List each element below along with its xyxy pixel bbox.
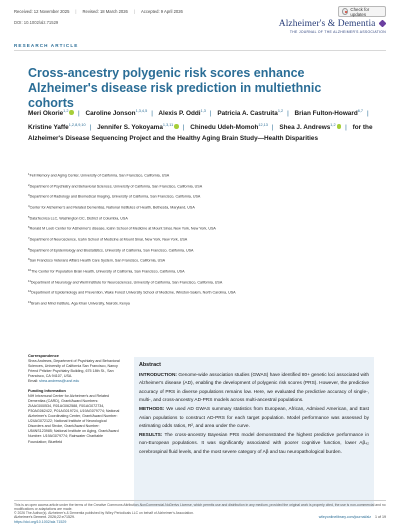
- funding-text: NIH Intramural Center for Alzheimer's and Related Dementias (CARD), Grant/Award Numbers: ZIAAG000534, R01AG062588, R01AG072734, P30AG062422, P01AG019724, U19AG079774; National Alzheimer's Coordinating Center, Grant/Award Number: U24AG072122; National Institute of Neurological Disorders and Stroke, Grant/Award Number: U54NS123985; National Institute on Aging, Grant/Award Number: U19AG079774; Rainwater Charitable Foundation; Bluefield: [28, 393, 120, 444]
- journal-name: Alzheimer's & Dementia: [279, 19, 386, 29]
- author[interactable]: Caroline Jonson$^{1,3,4,5}$: [85, 109, 148, 117]
- author[interactable]: Brian Fulton-Howard$^{6,7}$: [294, 109, 364, 117]
- correspondence-text: Shea Andrews, Department of Psychiatry and Behavioral Sciences, University of California San Francisco, Nancy Friend Pritzker Psychiatry Building, 675 18th St., San Francisco, CA 94107, USA.: [28, 358, 120, 378]
- correspondence-heading: Correspondence: [28, 353, 59, 358]
- journal-site-link[interactable]: wileyonlinelibrary.com/journal/alz: [318, 515, 371, 519]
- consortium-author: for the Alzheimer's Disease Sequencing Project and the Healthy Aging Brain Study—Health Disparities: [28, 123, 373, 142]
- affiliation-item: $^{13}$Brain and Mind Institute, Aga Khan University, Nairobi, Kenya: [28, 299, 130, 306]
- alzheimers-association-icon: [379, 20, 386, 27]
- abstract-methods: METHODS: We used AD GWAS summary statistics from European, African, Admixed American, and East Asian populations to construct AD-PRS for each target population. Model performance was assessed by estimating odds ratios, R², and area under the curve.: [139, 406, 369, 430]
- header-bar: [14, 6, 386, 18]
- affiliation-item: $^6$Ronald M Loeb Center for Alzheimer's disease, Icahn School of Medicine at Mount Sinai, New York, New York, USA: [28, 225, 216, 231]
- page-info: [319, 515, 386, 520]
- author[interactable]: Kristine Yaffe$^{1,2,8,9,10}$: [28, 122, 86, 131]
- copyright-text: © 2026 The Author(s). Alzheimer's & Dementia published by Wiley Periodicals LLC on behalf of Alzheimer's Association.: [14, 511, 194, 516]
- check-for-updates-label: Check for updates: [350, 6, 370, 17]
- author[interactable]: Shea J. Andrews$^{1,2}$: [279, 124, 341, 131]
- correspondence-block: [28, 353, 120, 384]
- affiliation-item: $^{12}$Department of Epidemiology and Prevention, Wake Forest University School of Medicine, Winston-Salem, North Carolina, USA: [28, 289, 236, 295]
- author[interactable]: Meri Okorie$^{1,2}$: [28, 110, 74, 117]
- divider: [14, 500, 386, 501]
- affiliation-item: $^8$Department of Epidemiology and Biostatistics, University of California, San Francisco, California, USA: [28, 246, 194, 253]
- affiliation-item: $^7$Department of Neuroscience, Icahn School of Medicine at Mount Sinai, New York, New York, USA: [28, 235, 188, 242]
- affiliation-item: $^5$DataTecnica LLC, Washington DC, District of Columbia, USA: [28, 214, 128, 221]
- affiliation-item: $^{10}$The Center for Population Brain Health, University of California, San Francisco, California, USA: [28, 267, 185, 274]
- date-separator: |: [133, 9, 135, 14]
- orcid-icon[interactable]: [174, 124, 179, 129]
- check-for-updates-button[interactable]: [338, 6, 386, 17]
- sidebar-notes: [28, 353, 120, 449]
- abstract-introduction: INTRODUCTION: Genome-wide association studies (GWAS) have identified 80+ genetic loci associated with Alzheimer's disease (AD), enabling the development of polygenic risk scores (PRS). However, the predictive accuracy of PRS in diverse populations remains low. Here, we evaluated the predictive accuracy of single-, multi-, and cross-ancestry AD-PRS models across multi-ancestral populations.: [139, 372, 369, 404]
- affiliation-item: $^9$San Francisco Veterans Affairs Health Care System, San Francisco, California, USA: [28, 257, 166, 263]
- abstract-box: [134, 357, 374, 507]
- citation-doi-link[interactable]: https://doi.org/10.1002/alz.71529: [14, 519, 67, 524]
- email-link[interactable]: shea.andrews@ucsf.edu: [39, 378, 80, 383]
- article-dates: [14, 9, 183, 14]
- date-separator: |: [75, 9, 77, 14]
- affiliation-item: $^{11}$Department of Neurology and Weill Institute for Neurosciences, University of California, San Francisco, California, USA: [28, 278, 223, 285]
- author[interactable]: Jennifer S. Yokoyama$^{1,3,11}$: [97, 124, 179, 131]
- license-footer: [14, 500, 386, 516]
- journal-subtitle: THE JOURNAL OF THE ALZHEIMER'S ASSOCIATION: [289, 30, 386, 34]
- abstract-results: RESULTS: The cross-ancestry Bayesian PRS model demonstrated the highest predictive performance in non-European populations. It was significantly associated with poorer cognitive function, lower Aβ₄₂ cerebrospinal fluid levels, and the most severe category of Aβ and tau neuropathological burden.: [139, 432, 369, 455]
- license-text: This is an open access article under the terms of the Creative Commons Attribution-NonCommercial-NoDerivs License, which permits use and distribution in any medium, provided the original work is properly cited, the use is non-commercial and no modifications or adaptations are made.: [14, 502, 386, 511]
- author[interactable]: Alexis P. Oddi$^{1,3}$: [158, 109, 206, 117]
- citation-text: Alzheimer's Dement. 2026;22:e71529.: [14, 515, 76, 519]
- funding-block: [28, 388, 120, 445]
- abstract-heading: Abstract: [139, 362, 161, 368]
- crossmark-icon: [342, 8, 348, 15]
- doi-text[interactable]: DOI: 10.1002/alz.71529: [14, 20, 59, 25]
- affiliation-item: $^1$Feil Memory and Aging Center, University of California, San Francisco, California, USA: [28, 172, 170, 178]
- journal-logo[interactable]: [279, 19, 386, 34]
- affiliations: [28, 170, 373, 309]
- funding-heading: Funding information: [28, 388, 66, 394]
- orcid-icon[interactable]: [69, 110, 74, 115]
- revised-date: Revised: 18 March 2026: [82, 9, 128, 14]
- author[interactable]: Chinedu Udeh-Momoh$^{12,13}$: [190, 122, 268, 131]
- author[interactable]: Patricia A. Castruita$^{1,2}$: [217, 109, 284, 117]
- affiliation-item: $^4$Center for Alzheimer's and Related Dementias, National Institutes of Health, Bethesda, Maryland, USA: [28, 203, 195, 210]
- article-title: Cross-ancestry polygenic risk scores enhance Alzheimer's disease risk prediction in multiethnic cohorts: [28, 66, 322, 110]
- article-type: RESEARCH ARTICLE: [14, 43, 79, 48]
- correspondence-email-line: Email: shea.andrews@ucsf.edu: [28, 378, 80, 383]
- divider: [14, 50, 386, 51]
- author-list: Meri Okorie$^{1,2}$ | Caroline Jonson$^{1,3,4,5}$ | Alexis P. Oddi$^{1,3}$ | Patricia A. Castruita$^{1,2}$ | Brian Fulton-Howard$^{6,7}$ | Kristine Yaffe$^{1,2,8,9,10}$ | Jennifer S. Yokoyama$^{1,3,11}$ | Chinedu Udeh-Momoh$^{12,13}$ | Shea J. Andrews$^{1,2}$ | for the Alzheimer's Disease Sequencing Project and the Healthy Aging Brain Study—Health Disparities: [28, 109, 373, 142]
- received-date: Received: 12 November 2025: [14, 9, 70, 14]
- orcid-icon[interactable]: [337, 124, 342, 129]
- page-number: 1 of 19: [375, 515, 386, 519]
- affiliation-item: $^2$Department of Psychiatry and Behavioral Sciences, University of California, San Francisco, California, USA: [28, 182, 203, 189]
- accepted-date: Accepted: 9 April 2026: [140, 9, 183, 14]
- citation-footer: [14, 515, 386, 524]
- affiliation-item: $^3$Department of Radiology and Biomedical Imaging, University of California, San Francisco, California, USA: [28, 193, 201, 199]
